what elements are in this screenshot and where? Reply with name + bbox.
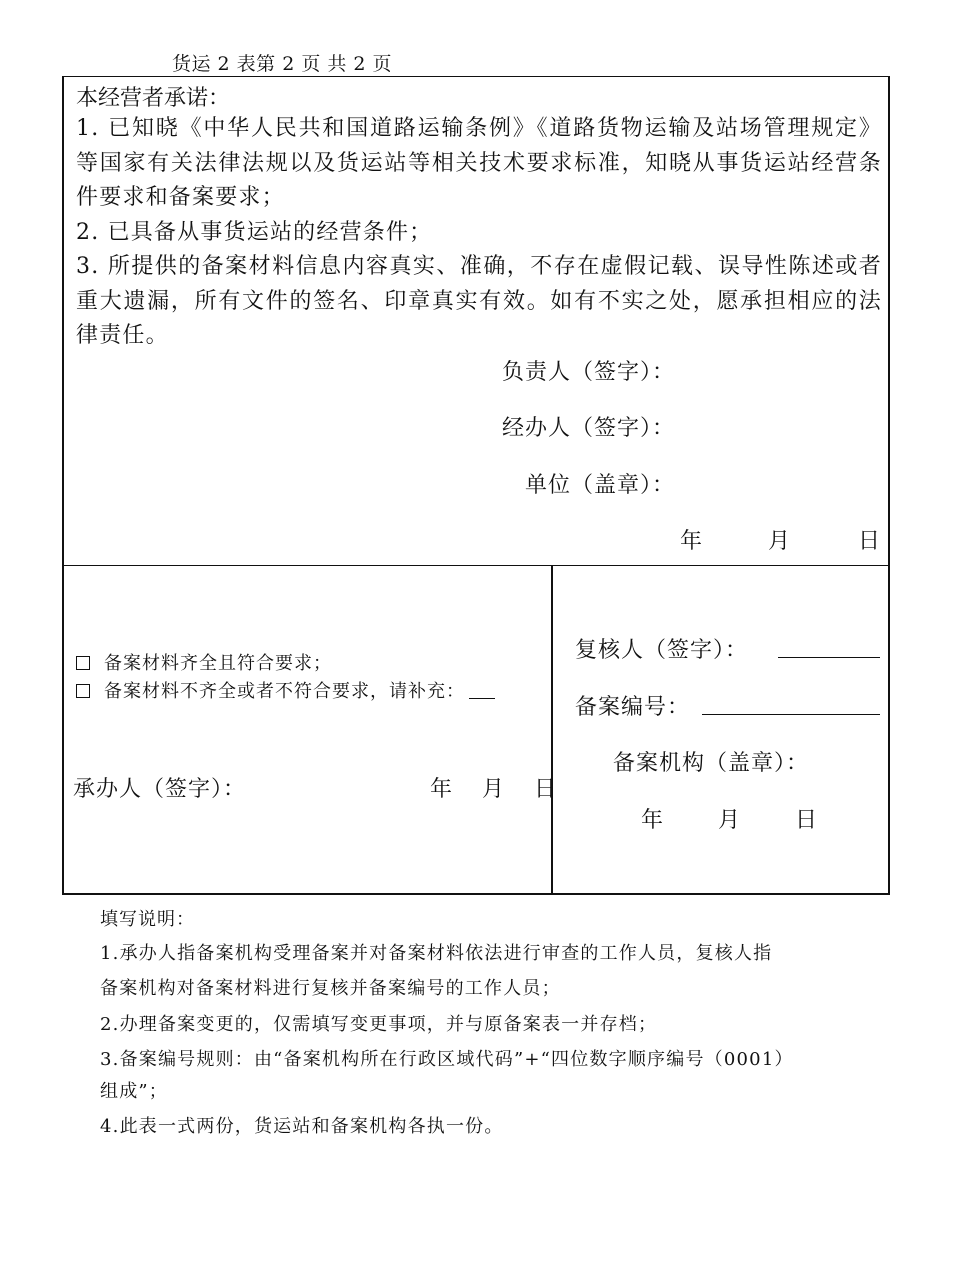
agency-seal-label: 备案机构（盖章）： [613, 751, 810, 776]
notes-title: 填写说明： [100, 909, 195, 930]
pledge-item-1: 1. 已知晓《中华人民共和国道路运输条例》《道路货物运输及站场管理规定》等国家有关法律法规以及货运站等相关技术要求标准，知晓从事货运站经营条件要求和备案要求； [76, 116, 882, 210]
checkbox[interactable] [76, 684, 90, 698]
note-line-2: 备案机构对备案材料进行复核并备案编号的工作人员； [100, 978, 561, 999]
unit-seal-label: 单位（盖章）： [524, 473, 675, 498]
note-line-1: 1.承办人指备案机构受理备案并对备案材料依法进行审查的工作人员，复核人指 [100, 943, 773, 964]
handler-signature-label: 经办人（签字）： [501, 416, 675, 441]
record-number-line[interactable] [702, 714, 880, 715]
check-item-complete[interactable] [76, 649, 332, 675]
supplement-blank[interactable] [469, 698, 495, 699]
right-date-month: 月 [718, 808, 741, 833]
column-divider [551, 565, 553, 895]
left-date-day: 日 [534, 777, 557, 802]
pledge-item-2: 2. 已具备从事货运站的经营条件； [76, 219, 433, 245]
section-divider [62, 565, 890, 566]
checkbox[interactable] [76, 656, 90, 670]
responsible-signature-label: 负责人（签字）： [501, 360, 675, 385]
page-info: 货运 2 表第 2 页 共 2 页 [172, 53, 393, 75]
pledge-date-year: 年 [680, 529, 703, 554]
pledge-date-month: 月 [768, 529, 791, 554]
pledge-body [76, 112, 882, 354]
check-label-complete: 备案材料齐全且符合要求； [104, 653, 332, 674]
reviewer-signature-line[interactable] [778, 657, 880, 658]
reviewer-signature-label: 复核人（签字）： [575, 638, 749, 663]
record-number-label: 备案编号： [575, 695, 691, 720]
pledge-item-3: 3. 所提供的备案材料信息内容真实、准确，不存在虚假记载、误导性陈述或者重大遗漏，所有文件的签名、印章真实有效。如有不实之处，愿承担相应的法律责任。 [76, 254, 882, 348]
pledge-title: 本经营者承诺： [76, 86, 231, 111]
undertaker-signature-label: 承办人（签字）： [73, 777, 247, 802]
right-date-day: 日 [795, 808, 818, 833]
pledge-date-day: 日 [858, 529, 881, 554]
check-label-incomplete: 备案材料不齐全或者不符合要求，请补充： [104, 681, 465, 702]
left-date-year: 年 [430, 777, 453, 802]
note-line-4: 3.备案编号规则：由“备案机构所在行政区域代码”+“四位数字顺序编号（0001） [100, 1049, 794, 1070]
right-date-year: 年 [641, 808, 664, 833]
left-date-month: 月 [482, 777, 505, 802]
check-item-incomplete[interactable] [76, 677, 495, 703]
note-line-5: 组成”； [100, 1081, 169, 1102]
note-line-3: 2.办理备案变更的，仅需填写变更事项，并与原备案表一并存档； [100, 1014, 658, 1035]
note-line-6: 4.此表一式两份，货运站和备案机构各执一份。 [100, 1116, 504, 1137]
